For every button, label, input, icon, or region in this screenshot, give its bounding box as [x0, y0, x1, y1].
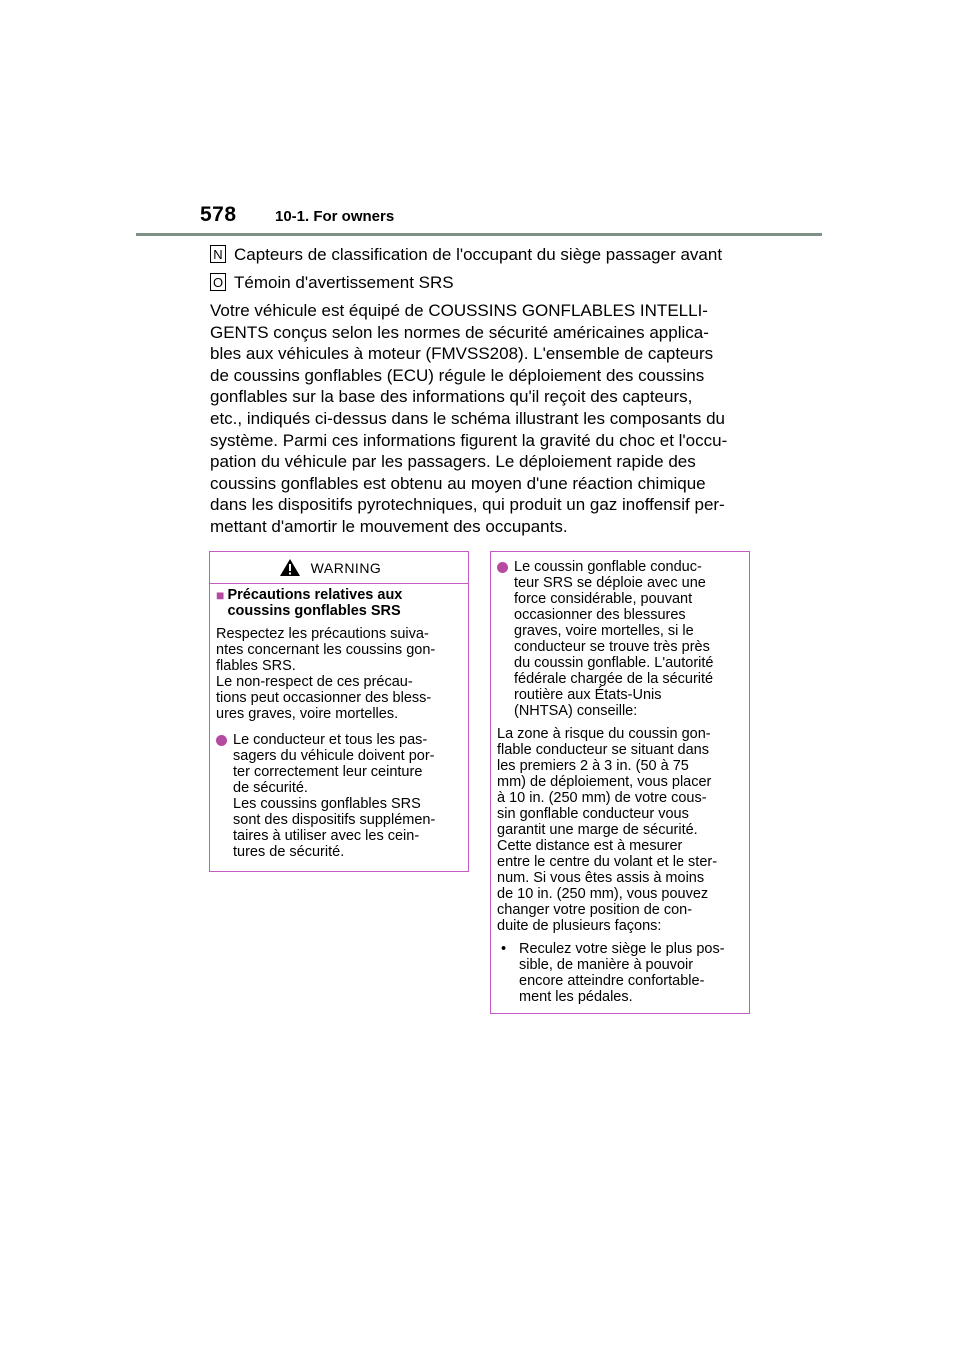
- legend-item-n: [210, 245, 722, 265]
- bullet-line: de sécurité.: [233, 780, 308, 796]
- continued-paragraph: [497, 726, 743, 934]
- body-line: gonflables sur la base des informations qu'il reçoit des capteurs,: [210, 387, 693, 407]
- body-line: coussins gonflables est obtenu au moyen d'une réaction chimique: [210, 473, 706, 493]
- continued-box: [490, 551, 750, 1014]
- legend-letter: O: [210, 273, 226, 291]
- warning-intro: [216, 626, 462, 722]
- bullet-line: ter correctement leur ceinture: [233, 764, 423, 780]
- para-line: La zone à risque du coussin gon-: [497, 726, 711, 742]
- continued-bullet: [497, 559, 743, 719]
- dash-line: ment les pédales.: [519, 989, 633, 1005]
- body-line: bles aux véhicules à moteur (FMVSS208). L'ensemble de capteurs: [210, 344, 714, 364]
- dash-line: encore atteindre confortable-: [519, 973, 705, 989]
- intro-line: ures graves, voire mortelles.: [216, 706, 399, 722]
- body-line: pation du véhicule par les passagers. Le déploiement rapide des: [210, 452, 696, 472]
- warning-content: [210, 588, 468, 860]
- warning-header: [210, 552, 468, 584]
- square-bullet-icon: ■: [216, 587, 225, 603]
- legend-item-o: [210, 273, 454, 293]
- para-line: sin gonflable conducteur vous: [497, 806, 689, 822]
- bullet-line: Les coussins gonflables SRS: [233, 796, 421, 812]
- header-rule: [136, 233, 822, 236]
- subhead-line: Précautions relatives aux: [227, 587, 403, 603]
- para-line: mm) de déploiement, vous placer: [497, 774, 712, 790]
- para-line: Cette distance est à mesurer: [497, 838, 683, 854]
- bullet-line: taires à utiliser avec les cein-: [233, 828, 420, 844]
- bullet-line: Le conducteur et tous les pas-: [233, 732, 428, 748]
- para-line: garantit une marge de sécurité.: [497, 822, 698, 838]
- page-number: 578: [200, 203, 237, 226]
- body-line: GENTS conçus selon les normes de sécurité américaines applica-: [210, 322, 709, 342]
- para-line: les premiers 2 à 3 in. (50 à 75: [497, 758, 689, 774]
- bullet-line: Le coussin gonflable conduc-: [514, 559, 702, 575]
- para-line: à 10 in. (250 mm) de votre cous-: [497, 790, 707, 806]
- warning-box: [209, 551, 469, 872]
- intro-line: ntes concernant les coussins gon-: [216, 642, 436, 658]
- para-line: entre le centre du volant et le ster-: [497, 854, 718, 870]
- body-line: système. Parmi ces informations figurent la gravité du choc et l'occu-: [210, 430, 728, 450]
- bullet-line: conducteur se trouve très près: [514, 639, 710, 655]
- intro-line: flables SRS.: [216, 658, 296, 674]
- warning-title: WARNING: [310, 559, 382, 576]
- legend-letter: N: [210, 245, 226, 263]
- continued-content: [491, 552, 749, 1005]
- body-paragraph: [210, 300, 755, 538]
- bullet-line: sont des dispositifs supplémen-: [233, 812, 436, 828]
- bullet-line: sagers du véhicule doivent por-: [233, 748, 435, 764]
- bullet-dot-icon: [216, 735, 227, 746]
- section-title: 10-1. For owners: [275, 208, 395, 225]
- intro-line: tions peut occasionner des bless-: [216, 690, 432, 706]
- legend-text: Témoin d'avertissement SRS: [234, 273, 454, 292]
- legend-text: Capteurs de classification de l'occupant du siège passager avant: [234, 245, 723, 264]
- bullet-line: teur SRS se déploie avec une: [514, 575, 706, 591]
- body-line: etc., indiqués ci-dessus dans le schéma illustrant les composants du: [210, 408, 725, 428]
- intro-line: Respectez les précautions suiva-: [216, 626, 429, 642]
- dash-line: Reculez votre siège le plus pos-: [519, 941, 725, 957]
- para-line: de 10 in. (250 mm), vous pouvez: [497, 886, 709, 902]
- warning-triangle-icon: [279, 558, 301, 577]
- warning-subhead: [216, 588, 462, 619]
- warning-bullet: [216, 732, 462, 860]
- body-line: mettant d'amortir le mouvement des occupants.: [210, 516, 568, 536]
- body-line: Votre véhicule est équipé de COUSSINS GONFLABLES INTELLI-: [210, 301, 708, 320]
- bullet-dot-icon: [497, 562, 508, 573]
- dash-line: sible, de manière à pouvoir: [519, 957, 694, 973]
- bullet-line: graves, voire mortelles, si le: [514, 623, 694, 639]
- body-line: dans les dispositifs pyrotechniques, qui produit un gaz inoffensif per-: [210, 495, 725, 515]
- para-line: flable conducteur se situant dans: [497, 742, 709, 758]
- bullet-line: force considérable, pouvant: [514, 591, 693, 607]
- subhead-line: coussins gonflables SRS: [227, 602, 401, 619]
- bullet-line: tures de sécurité.: [233, 844, 345, 860]
- para-line: num. Si vous êtes assis à moins: [497, 870, 705, 886]
- dash-marker: •: [501, 941, 507, 957]
- bullet-line: du coussin gonflable. L'autorité: [514, 655, 714, 671]
- bullet-line: fédérale chargée de la sécurité: [514, 671, 714, 687]
- bullet-line: (NHTSA) conseille:: [514, 703, 638, 719]
- para-line: changer votre position de con-: [497, 902, 693, 918]
- bullet-line: occasionner des blessures: [514, 607, 686, 623]
- para-line: duite de plusieurs façons:: [497, 918, 662, 934]
- intro-line: Le non-respect de ces précau-: [216, 674, 413, 690]
- continued-dash-item: [497, 941, 743, 1005]
- bullet-line: routière aux États-Unis: [514, 687, 662, 703]
- body-line: de coussins gonflables (ECU) régule le déploiement des coussins: [210, 365, 705, 385]
